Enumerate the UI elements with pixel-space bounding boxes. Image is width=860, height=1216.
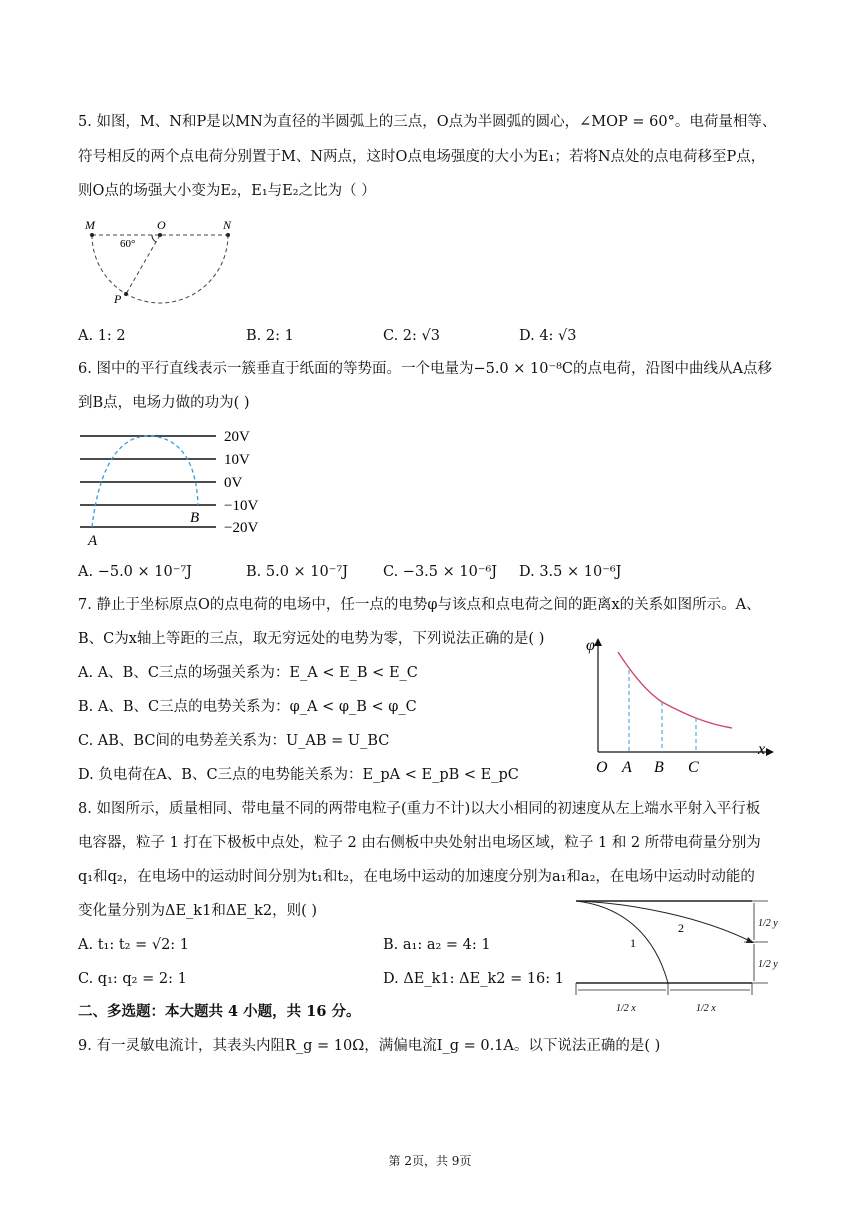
- q8-option-b: B. a₁: a₂ = 4: 1: [383, 937, 491, 953]
- q8-line-1: 8. 如图所示，质量相同、带电量不同的两带电粒子(重力不计)以大小相同的初速度从左上端水平射入平行板: [78, 801, 761, 817]
- q6-option-c: C. −3.5 × 10⁻⁶J: [383, 564, 498, 580]
- q8-half-y-top: 1/2 y: [758, 918, 778, 929]
- q8-label-2: 2: [678, 921, 684, 935]
- q5-line-2: 符号相反的两个点电荷分别置于M、N两点，这时O点电场强度的大小为E₁；若将N点处的点电荷移至P点，: [78, 149, 766, 165]
- q8-figure: [572, 895, 782, 1025]
- q8-half-x-left: 1/2 x: [616, 1003, 636, 1014]
- q8-option-d: D. ΔE_k1: ΔE_k2 = 16: 1: [383, 971, 564, 987]
- q8-line-2: 电容器，粒子 1 打在下极板中点处，粒子 2 由右侧板中央处射出电场区域，粒子 1 和 2 所带电荷量分别为: [78, 835, 761, 851]
- q8-label-1: 1: [630, 936, 636, 950]
- q6-level-20v: 20V: [224, 429, 250, 445]
- q6-option-b: B. 5.0 × 10⁻⁷J: [246, 564, 349, 580]
- q6-line-1: 6. 图中的平行直线表示一簇垂直于纸面的等势面。一个电量为−5.0 × 10⁻⁸C的点电荷，沿图中曲线从A点移: [78, 361, 772, 377]
- q6-option-d: D. 3.5 × 10⁻⁶J: [519, 564, 622, 580]
- q5-line-3: 则O点的场强大小变为E₂，E₁与E₂之比为（ ）: [78, 183, 376, 199]
- q6-line-2: 到B点，电场力做的功为( ): [78, 395, 250, 411]
- q8-option-c: C. q₁: q₂ = 2: 1: [78, 971, 187, 987]
- q6-level-10v: 10V: [224, 452, 250, 468]
- q6-option-a: A. −5.0 × 10⁻⁷J: [78, 564, 192, 580]
- q7-figure: [588, 636, 778, 776]
- q5-label-m: M: [85, 218, 95, 232]
- q7-tick-b: B: [654, 759, 664, 776]
- q6-label-a: A: [88, 533, 98, 549]
- q7-tick-o: O: [596, 759, 608, 776]
- q8-half-y-bottom: 1/2 y: [758, 959, 778, 970]
- q7-tick-c: C: [688, 759, 699, 776]
- q6-figure: [78, 423, 278, 548]
- q5-label-n: N: [223, 218, 232, 232]
- q5-label-o: O: [157, 218, 166, 232]
- q8-half-x-right: 1/2 x: [696, 1003, 716, 1014]
- q6-level-minus20v: −20V: [224, 520, 259, 536]
- q7-option-d: D. 负电荷在A、B、C三点的电势能关系为：E_pA < E_pB < E_pC: [78, 767, 519, 783]
- q7-line-1: 7. 静止于坐标原点O的点电荷的电场中，任一点的电势φ与该点和点电荷之间的距离x的关系如图所示。A、: [78, 597, 761, 613]
- q7-option-b: B. A、B、C三点的电势关系为：φ_A < φ_B < φ_C: [78, 699, 417, 715]
- q9-line-1: 9. 有一灵敏电流计，其表头内阻R_g = 10Ω，满偏电流I_g = 0.1A。以下说法正确的是( ): [78, 1038, 661, 1054]
- q5-option-b: B. 2: 1: [246, 328, 294, 344]
- q6-level-0v: 0V: [224, 475, 243, 491]
- q7-x-axis-label: x: [758, 741, 766, 758]
- q5-line-1: 5. 如图，M、N和P是以MN为直径的半圆弧上的三点，O点为半圆弧的圆心，∠MOP = 60°。电荷量相等、: [78, 114, 777, 130]
- section-2-title: 二、多选题：本大题共 4 小题，共 16 分。: [78, 1003, 361, 1020]
- q7-option-c: C. AB、BC间的电势差关系为：U_AB = U_BC: [78, 733, 390, 749]
- q5-option-d: D. 4: √3: [519, 328, 577, 344]
- page-footer: 第 2页，共 9页: [388, 1154, 472, 1168]
- q5-label-p: P: [114, 292, 122, 306]
- q5-figure: [80, 214, 240, 310]
- q7-line-2: B、C为x轴上等距的三点，取无穷远处的电势为零，下列说法正确的是( ): [78, 631, 545, 647]
- q5-angle-label: 60°: [120, 238, 136, 250]
- q6-label-b: B: [190, 510, 200, 526]
- q8-line-4: 变化量分别为ΔE_k1和ΔE_k2，则( ): [78, 903, 318, 919]
- q8-option-a: A. t₁: t₂ = √2: 1: [78, 937, 190, 953]
- q7-y-axis-label: φ: [586, 637, 595, 654]
- q5-option-c: C. 2: √3: [383, 328, 440, 344]
- q6-level-minus10v: −10V: [224, 498, 259, 514]
- q8-line-3: q₁和q₂，在电场中的运动时间分别为t₁和t₂，在电场中运动的加速度分别为a₁和a₂，在电场中运动时动能的: [78, 869, 755, 885]
- q5-option-a: A. 1: 2: [78, 328, 126, 344]
- q7-option-a: A. A、B、C三点的场强关系为：E_A < E_B < E_C: [78, 665, 418, 681]
- q7-tick-a: A: [622, 759, 632, 776]
